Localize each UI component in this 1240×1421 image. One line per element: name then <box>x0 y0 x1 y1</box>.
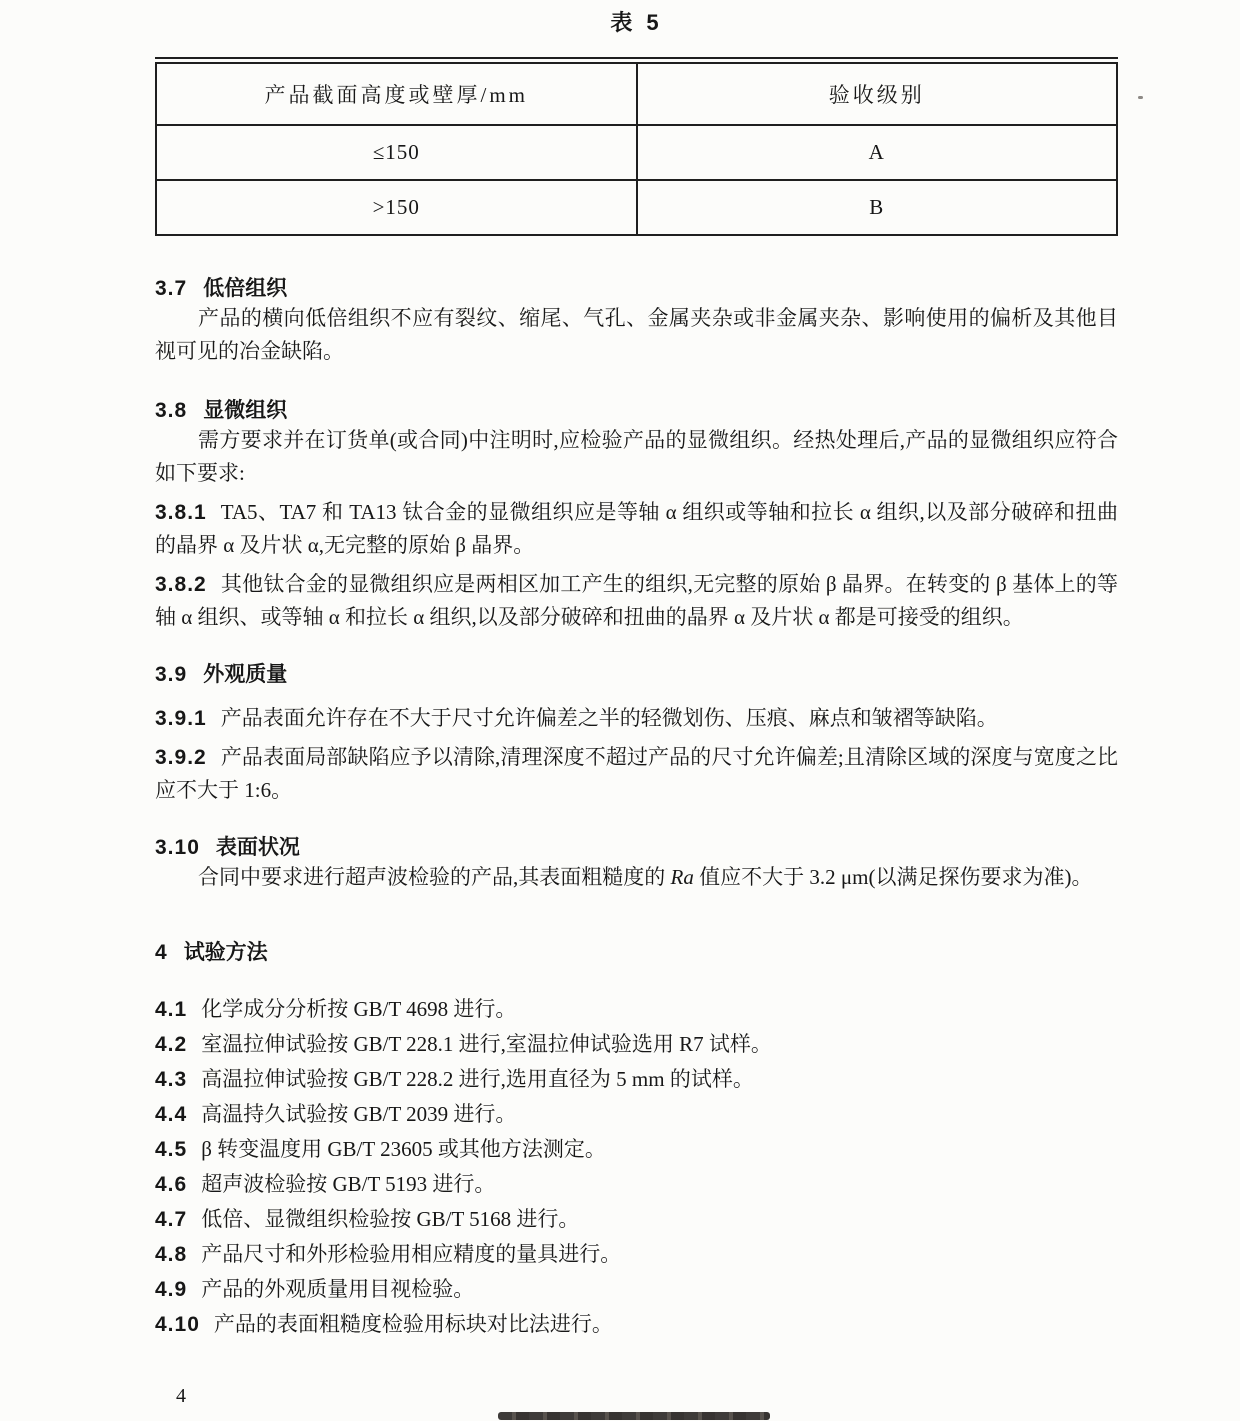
clause-number: 3.9.2 <box>155 746 207 769</box>
clause-number: 3.9.1 <box>155 707 207 730</box>
clause-number: 3.8.1 <box>155 501 207 524</box>
table-header-row <box>156 63 1117 125</box>
clause-4-8 <box>155 1237 1118 1272</box>
clause-text: 化学成分分析按 GB/T 4698 进行。 <box>201 997 517 1021</box>
section-number: 3.8 <box>155 399 188 422</box>
clause-3-9-1 <box>155 702 1118 735</box>
clause-text: 产品表面允许存在不大于尺寸允许偏差之半的轻微划伤、压痕、麻点和皱褶等缺陷。 <box>220 706 998 730</box>
clause-4-4 <box>155 1097 1118 1132</box>
clause-text: TA5、TA7 和 TA13 钛合金的显微组织应是等轴 α 组织或等轴和拉长 α 组织,以及部分破碎和扭曲的晶界 α 及片状 α,无完整的原始 β 晶界。 <box>155 500 1118 557</box>
clause-text: 低倍、显微组织检验按 GB/T 5168 进行。 <box>201 1207 580 1231</box>
section-heading-3-7 <box>155 276 1118 302</box>
clause-4-9 <box>155 1272 1118 1307</box>
clause-text: 产品表面局部缺陷应予以清除,清理深度不超过产品的尺寸允许偏差;且清除区域的深度与宽度之比应不大于 1:6。 <box>155 745 1118 802</box>
paragraph-3-7: 产品的横向低倍组织不应有裂纹、缩尾、气孔、金属夹杂或非金属夹杂、影响使用的偏析及其他目视可见的冶金缺陷。 <box>155 306 1118 363</box>
clause-4-3 <box>155 1062 1118 1097</box>
clause-3-8-2 <box>155 568 1118 634</box>
section-title: 外观质量 <box>203 663 288 686</box>
clause-text: 产品尺寸和外形检验用相应精度的量具进行。 <box>201 1242 622 1266</box>
clause-3-9-2 <box>155 741 1118 807</box>
table-row <box>156 180 1117 235</box>
table-5 <box>155 62 1118 236</box>
clause-text: 高温持久试验按 GB/T 2039 进行。 <box>201 1102 517 1126</box>
clause-text: 其他钛合金的显微组织应是两相区加工产生的组织,无完整的原始 β 晶界。在转变的 β 基体上的等轴 α 组织、或等轴 α 和拉长 α 组织,以及部分破碎和扭曲的晶界 α 及片状 α 都是可接受的组织。 <box>155 572 1118 629</box>
table-cell-dimension: ≤150 <box>156 125 637 180</box>
section-title: 显微组织 <box>203 399 288 422</box>
clause-number: 4.1 <box>155 998 188 1021</box>
clause-number: 4.6 <box>155 1173 188 1196</box>
page-content <box>155 8 1118 1342</box>
table-caption: 表 5 <box>610 10 663 35</box>
section-number: 3.10 <box>155 836 200 859</box>
clause-text: 高温拉伸试验按 GB/T 228.2 进行,选用直径为 5 mm 的试样。 <box>201 1067 754 1091</box>
paragraph-3-8: 需方要求并在订货单(或合同)中注明时,应检验产品的显微组织。经热处理后,产品的显微组织应符合如下要求: <box>155 428 1118 485</box>
clause-4-10 <box>155 1307 1118 1342</box>
clause-3-8-1 <box>155 496 1118 562</box>
table-cell-class: A <box>637 125 1118 180</box>
clause-text: 产品的外观质量用目视检验。 <box>201 1277 475 1301</box>
clause-4-6 <box>155 1167 1118 1202</box>
clause-text: 室温拉伸试验按 GB/T 228.1 进行,室温拉伸试验选用 R7 试样。 <box>201 1032 772 1056</box>
ra-symbol: Ra <box>670 865 694 889</box>
table-row <box>156 125 1117 180</box>
clause-4-7 <box>155 1202 1118 1237</box>
table-cell-class: B <box>637 180 1118 235</box>
section-number: 4 <box>155 941 168 964</box>
clause-text: 超声波检验按 GB/T 5193 进行。 <box>201 1172 496 1196</box>
section-heading-3-9 <box>155 662 1118 688</box>
scan-artifact <box>498 1412 770 1420</box>
section-title: 表面状况 <box>215 836 300 859</box>
table-header-dimension: 产品截面高度或壁厚/mm <box>156 63 637 125</box>
clause-4-5 <box>155 1132 1118 1167</box>
table-cell-dimension: >150 <box>156 180 637 235</box>
clause-number: 3.8.2 <box>155 573 207 596</box>
clause-4-1 <box>155 992 1118 1027</box>
section-number: 3.9 <box>155 663 188 686</box>
table-5-wrapper <box>155 57 1118 236</box>
scan-speck <box>1138 96 1143 99</box>
clause-number: 4.8 <box>155 1243 188 1266</box>
section-title: 低倍组织 <box>203 277 288 300</box>
clause-number: 4.10 <box>155 1313 200 1336</box>
section-number: 3.7 <box>155 277 188 300</box>
clause-number: 4.4 <box>155 1103 188 1126</box>
clause-text: 产品的表面粗糙度检验用标块对比法进行。 <box>213 1312 613 1336</box>
section-heading-4 <box>155 940 1118 966</box>
test-method-list <box>155 992 1118 1342</box>
clause-number: 4.9 <box>155 1278 188 1301</box>
clause-number: 4.2 <box>155 1033 188 1056</box>
paragraph-text: 值应不大于 3.2 μm(以满足探伤要求为准)。 <box>693 865 1093 889</box>
clause-number: 4.5 <box>155 1138 188 1161</box>
clause-4-2 <box>155 1027 1118 1062</box>
section-title: 试验方法 <box>183 941 268 964</box>
section-heading-3-10 <box>155 835 1118 861</box>
table-header-class: 验收级别 <box>637 63 1118 125</box>
paragraph-3-10 <box>155 861 1118 894</box>
clause-number: 4.3 <box>155 1068 188 1091</box>
section-heading-3-8 <box>155 398 1118 424</box>
paragraph-text: 合同中要求进行超声波检验的产品,其表面粗糙度的 <box>198 865 671 889</box>
clause-number: 4.7 <box>155 1208 188 1231</box>
clause-text: β 转变温度用 GB/T 23605 或其他方法测定。 <box>201 1137 606 1161</box>
page-number: 4 <box>176 1385 186 1407</box>
